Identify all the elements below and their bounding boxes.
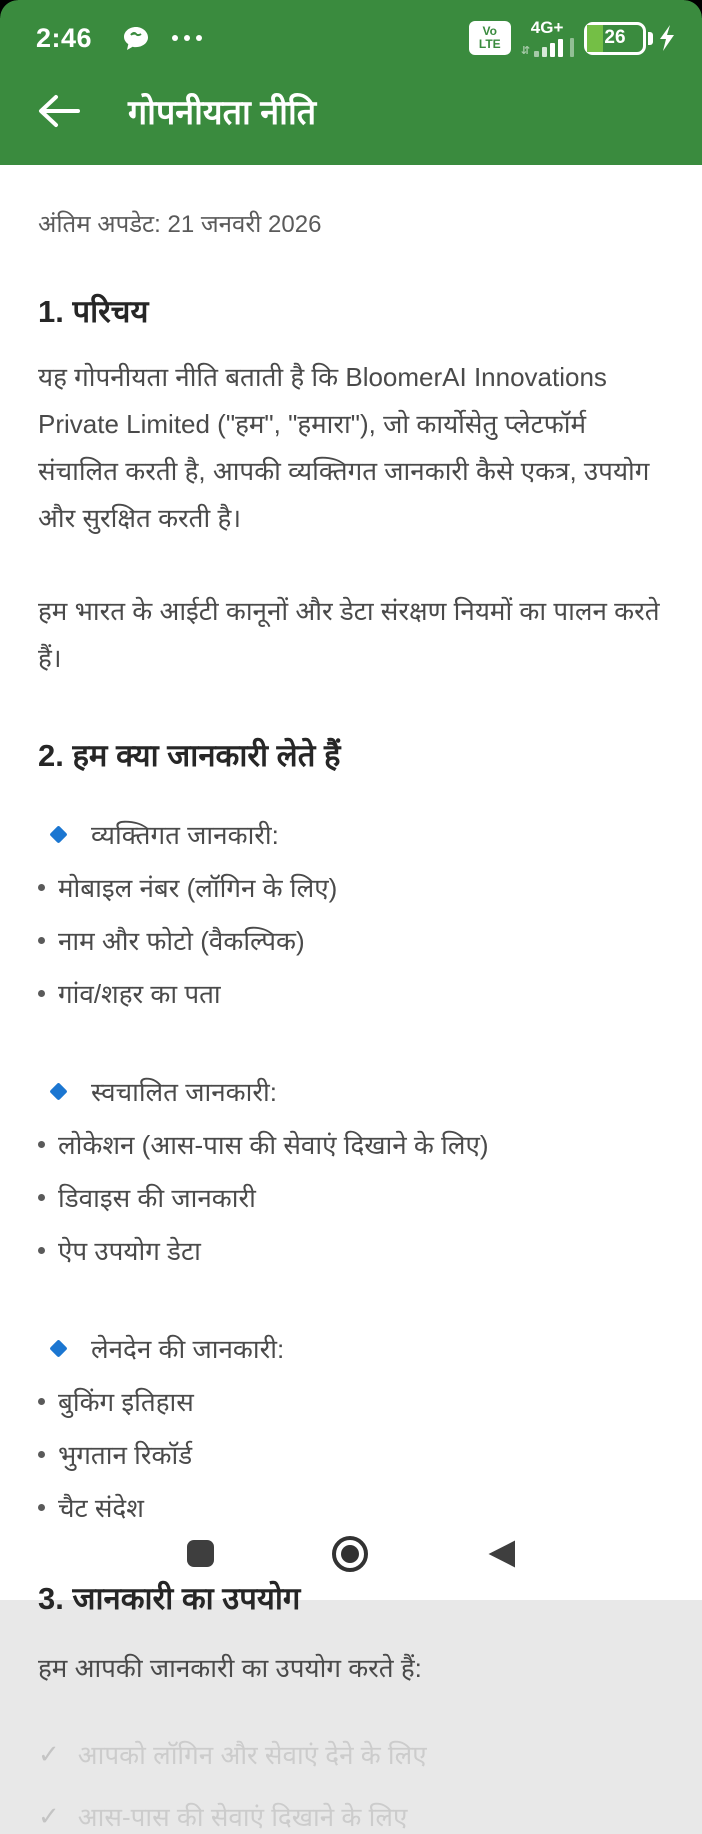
group-title: स्वचालित जानकारी: <box>91 1077 277 1107</box>
checklist-item <box>38 1736 664 1772</box>
dot-bullet-icon <box>38 1451 45 1458</box>
list-item <box>38 1436 664 1472</box>
usage-checklist <box>38 1736 664 1834</box>
recents-square-icon[interactable] <box>187 1540 214 1567</box>
list-item <box>38 1383 664 1419</box>
group-title: लेनदेन की जानकारी: <box>91 1334 285 1364</box>
group-title: व्यक्तिगत जानकारी: <box>91 820 279 850</box>
info-group-personal <box>38 816 664 1011</box>
list-item <box>38 1126 664 1162</box>
network-type-label: 4G+ <box>530 18 564 37</box>
title-bar <box>36 88 682 134</box>
dot-bullet-icon <box>38 1398 45 1405</box>
list-item-label: बुकिंग इतिहास <box>58 1387 194 1417</box>
list-item <box>38 922 664 958</box>
home-circle-icon[interactable] <box>332 1536 368 1572</box>
dot-bullet-icon <box>38 1247 45 1254</box>
status-bar-right <box>469 19 676 57</box>
usage-paragraph: हम आपकी जानकारी का उपयोग करते हैं: <box>38 1653 422 1683</box>
battery-percent: 26 <box>604 27 626 48</box>
back-button[interactable] <box>36 89 82 133</box>
clock: 2:46 <box>36 22 93 53</box>
volte-bottom-label: LTE <box>478 37 501 51</box>
page-title: गोपनीयता नीति <box>128 94 317 132</box>
screen-corner <box>684 0 702 18</box>
list-item <box>38 1489 664 1525</box>
check-icon: ✓ <box>38 1738 60 1769</box>
status-bar-left <box>36 23 202 54</box>
back-triangle-icon[interactable] <box>488 1540 515 1568</box>
intro-paragraph-1: यह गोपनीयता नीति बताती है कि BloomerAI Innovations Private Limited ("हम", "हमारा"), जो कार्योसेतु प्लेटफॉर्म संचालित करती है, आपकी व्यक्तिगत जानकारी कैसे एकत्र, उपयोग और सुरक्षित करती है। <box>38 362 650 533</box>
diamond-bullet-icon <box>49 825 67 843</box>
section-2-heading: 2. हम क्या जानकारी लेते हैं <box>38 738 341 773</box>
list-item <box>38 975 664 1011</box>
list-item-label: भुगतान रिकॉर्ड <box>58 1440 193 1470</box>
list-item <box>38 1179 664 1215</box>
list-item-label: मोबाइल नंबर (लॉगिन के लिए) <box>58 873 338 903</box>
battery-icon <box>584 22 676 55</box>
chat-notification-icon <box>122 24 150 52</box>
info-group-transaction <box>38 1330 664 1525</box>
group-title-row <box>38 816 664 852</box>
diamond-bullet-icon <box>49 1339 67 1357</box>
dot-bullet-icon <box>38 1141 45 1148</box>
android-nav-bar <box>0 1528 702 1588</box>
list-item <box>38 1232 664 1268</box>
group-title-row <box>38 1330 664 1366</box>
intro-paragraph-2: हम भारत के आईटी कानूनों और डेटा संरक्षण नियमों का पालन करते हैं। <box>38 596 660 673</box>
status-bar <box>0 14 702 62</box>
signal-icon <box>521 19 574 57</box>
info-group-automatic <box>38 1073 664 1268</box>
section-3-heading: 3. जानकारी का उपयोग <box>38 1581 301 1616</box>
list-item <box>38 869 664 905</box>
back-arrow-icon <box>36 93 80 129</box>
dot-bullet-icon <box>38 1504 45 1511</box>
list-item-label: चैट संदेश <box>58 1493 144 1523</box>
diamond-bullet-icon <box>49 1082 67 1100</box>
list-item-label: ऐप उपयोग डेटा <box>58 1236 201 1266</box>
list-item-label: डिवाइस की जानकारी <box>58 1183 256 1213</box>
dot-bullet-icon <box>38 990 45 997</box>
section-1-heading: 1. परिचय <box>38 294 149 329</box>
signal-bars-icon: ⇵ <box>521 38 574 57</box>
check-icon: ✓ <box>38 1800 60 1831</box>
checklist-item-label: आस-पास की सेवाएं दिखाने के लिए <box>77 1802 408 1832</box>
volte-top-label: Vo <box>482 23 497 38</box>
list-item-label: लोकेशन (आस-पास की सेवाएं दिखाने के लिए) <box>58 1130 489 1160</box>
last-updated-text: अंतिम अपडेट: 21 जनवरी 2026 <box>38 211 322 238</box>
dot-bullet-icon <box>38 884 45 891</box>
volte-icon <box>469 21 511 55</box>
more-notifications-icon <box>172 35 202 41</box>
battery-fill <box>587 25 603 52</box>
checklist-item-label: आपको लॉगिन और सेवाएं देने के लिए <box>77 1740 427 1770</box>
dot-bullet-icon <box>38 937 45 944</box>
group-title-row <box>38 1073 664 1109</box>
screen-corner <box>0 0 18 18</box>
list-item-label: गांव/शहर का पता <box>58 979 221 1009</box>
dot-bullet-icon <box>38 1194 45 1201</box>
list-item-label: नाम और फोटो (वैकल्पिक) <box>58 926 305 956</box>
checklist-item <box>38 1798 664 1834</box>
charging-bolt-icon <box>658 25 676 51</box>
app-bar <box>0 0 702 165</box>
